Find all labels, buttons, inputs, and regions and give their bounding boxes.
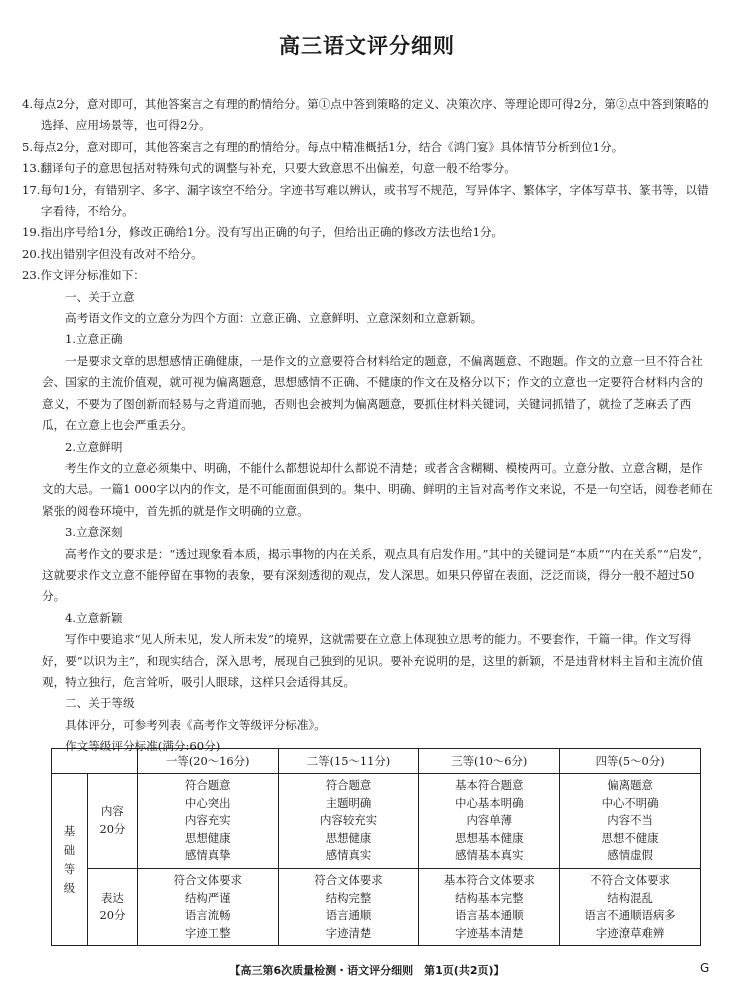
content-grade-4 <box>560 774 701 869</box>
criterion-line: 中心基本明确 <box>455 795 524 810</box>
criterion-line: 符合文体要求 <box>314 872 383 887</box>
criterion-line: 符合题意 <box>184 778 231 792</box>
expression-grade-3 <box>419 868 560 945</box>
row-label: 内容 <box>101 804 124 819</box>
document-body <box>22 94 714 758</box>
criterion-line: 结构严谨 <box>184 890 231 905</box>
section-1-3-title: 3.立意深刻 <box>65 525 123 540</box>
criterion-line: 主题明确 <box>325 795 372 810</box>
criterion-line: 感情虚假 <box>607 848 653 863</box>
row-score: 20分 <box>99 908 126 923</box>
grading-table <box>51 748 701 946</box>
header-grade-3: 三等(10～6分) <box>419 749 560 774</box>
header-grade-4: 四等(5～0分) <box>560 749 701 774</box>
section-1-2-title: 2.立意鲜明 <box>65 439 123 454</box>
table-header-row <box>52 749 701 774</box>
header-grade-2: 二等(15～11分) <box>278 749 419 774</box>
criterion-line: 语言流畅 <box>184 908 231 923</box>
section-1-title: 一、关于立意 <box>65 289 135 304</box>
row-label-content <box>87 774 137 869</box>
criterion-line: 语言不通顺语病多 <box>584 908 676 923</box>
criterion-line: 符合题意 <box>325 778 372 792</box>
item-23: 23.作文评分标准如下： <box>22 268 145 283</box>
row-score: 20分 <box>99 821 126 836</box>
section-1-1-title: 1.立意正确 <box>65 332 123 347</box>
criterion-line: 思想不健康 <box>601 830 659 845</box>
group-label-char: 基 <box>63 823 76 838</box>
expression-grade-1 <box>137 868 278 945</box>
item-19: 19.指出序号给1分，修改正确给1分。没有写出正确的句子，但给出正确的修改方法也给1分。 <box>22 225 504 240</box>
expression-grade-2 <box>278 868 419 945</box>
criterion-line: 结构完整 <box>325 890 372 905</box>
criterion-line: 字迹清楚 <box>325 925 372 940</box>
item-17: 17.每句1分，有错别字、多字、漏字该空不给分。字迹书写难以辨认，或书写不规范，写异体字、繁体字，字体写草书、篆书等，以错字看待，不给分。 <box>22 182 709 219</box>
group-label-char: 级 <box>63 880 76 895</box>
criterion-line: 感情真挚 <box>184 848 231 863</box>
content-grade-1 <box>137 774 278 869</box>
row-label-expression <box>87 868 137 945</box>
criterion-line: 思想基本健康 <box>455 830 524 845</box>
criterion-line: 思想健康 <box>184 830 231 845</box>
criterion-line: 结构基本完整 <box>455 890 524 905</box>
section-2-body: 具体评分，可参考列表《高考作文等级评分标准》。 <box>65 717 326 732</box>
row-label: 表达 <box>101 890 124 905</box>
criterion-line: 语言基本通顺 <box>455 908 524 923</box>
expression-grade-4 <box>560 868 701 945</box>
criterion-line: 感情真实 <box>325 848 372 863</box>
page-title: 高三语文评分细则 <box>279 34 455 58</box>
page-mark: G <box>700 961 710 975</box>
criterion-line: 中心不明确 <box>601 795 659 810</box>
item-20: 20.找出错别字但没有改对不给分。 <box>22 246 203 261</box>
item-13: 13.翻译句子的意思包括对特殊句式的调整与补充，只要大致意思不出偏差，句意一般不给零分。 <box>22 161 516 176</box>
item-5: 5.每点2分，意对即可，其他答案言之有理的酌情给分。每点中精准概括1分，结合《鸿门宴》具体情节分析到位1分。 <box>22 139 624 154</box>
criterion-line: 不符合文体要求 <box>590 872 670 887</box>
criterion-line: 中心突出 <box>184 795 231 810</box>
criterion-line: 偏离题意 <box>607 778 653 792</box>
content-grade-3 <box>419 774 560 869</box>
criterion-line: 内容较充实 <box>320 813 377 828</box>
criterion-line: 字迹潦草难辨 <box>595 925 665 940</box>
section-2-title: 二、关于等级 <box>65 696 135 711</box>
criterion-line: 思想健康 <box>325 830 372 845</box>
section-1-4-title: 4.立意新颖 <box>65 610 123 625</box>
table-row-expression <box>52 868 701 945</box>
section-1-3-body: 高考作文的要求是：“透过现象看本质，揭示事物的内在关系，观点具有启发作用。”其中的关键词是“本质”“内在关系”“启发”，这就要求作文立意不能停留在事物的表象，要有深刻透彻的观点，发人深思。如果只停留在表面，泛泛而谈，得分一般不超过50分。 <box>42 546 710 604</box>
group-label-char: 础 <box>63 842 76 857</box>
table-corner <box>52 749 138 774</box>
item-4: 4.每点2分，意对即可，其他答案言之有理的酌情给分。第①点中答到策略的定义、决策次序、等理论即可得2分，第②点中答到策略的选择、应用场景等，也可得2分。 <box>22 97 709 133</box>
criterion-line: 感情基本真实 <box>455 848 524 863</box>
criterion-line: 符合文体要求 <box>173 872 242 887</box>
table-row-content <box>52 774 701 869</box>
table-caption: 作文等级评分标准(满分:60分) <box>65 739 221 754</box>
group-label-char: 等 <box>63 861 76 876</box>
criterion-line: 内容单薄 <box>466 813 513 828</box>
content-grade-2 <box>278 774 419 869</box>
criterion-line: 内容不当 <box>607 813 653 828</box>
criterion-line: 内容充实 <box>184 813 231 828</box>
criterion-line: 结构混乱 <box>607 890 653 905</box>
section-1-1-body: 一是要求文章的思想感情正确健康，一是作文的立意要符合材料给定的题意，不偏离题意、不跑题。作文的立意一旦不符合社会、国家的主流价值观，就可视为偏离题意，思想感情不正确、不健康的作文在及格分以下；作文的立意也一定要符合材料内含的意义，不要为了图创新而轻易与之背道而驰，否则也会被判为偏离题意，要抓住材料关键词，关键词抓错了，就捡了芝麻丢了西瓜，在立意上也会严重丢分。 <box>42 353 703 433</box>
section-1-4-body: 写作中要追求“见人所未见，发人所未发”的境界，这就需要在立意上体现独立思考的能力。不要套作，千篇一律。作文写得好，要“以识为主”，和现实结合，深入思考，展现自己独到的见识。要补充说明的是，这里的新颖，不是违背材料主旨和主流价值观，特立独行，危言耸听，吸引人眼球，这样只会适得其反。 <box>42 632 704 689</box>
criterion-line: 基本符合题意 <box>455 778 524 792</box>
criterion-line: 字迹基本清楚 <box>455 925 524 940</box>
section-1-2-body: 考生作文的立意必须集中、明确，不能什么都想说却什么都说不清楚；或者含含糊糊、模棱两可。立意分散、立意含糊，是作文的大忌。一篇1 000字以内的作文，是不可能面面俱到的。集中、明确、鲜明的主旨对高考作文来说，不是一句空话，阅卷老师在紧张的阅卷环境中，首先抓的就是作文明确的立意。 <box>42 460 713 518</box>
page-footer: 【高三第6次质量检测・语文评分细则 第1页(共2页)】 <box>229 964 505 977</box>
criterion-line: 语言通顺 <box>325 908 372 923</box>
criterion-line: 基本符合文体要求 <box>443 872 535 887</box>
header-grade-1: 一等(20～16分) <box>137 749 278 774</box>
criterion-line: 字迹工整 <box>184 925 231 940</box>
section-1-intro: 高考语文作文的立意分为四个方面：立意正确、立意鲜明、立意深刻和立意新颖。 <box>65 311 483 326</box>
group-label-basic <box>52 774 88 946</box>
